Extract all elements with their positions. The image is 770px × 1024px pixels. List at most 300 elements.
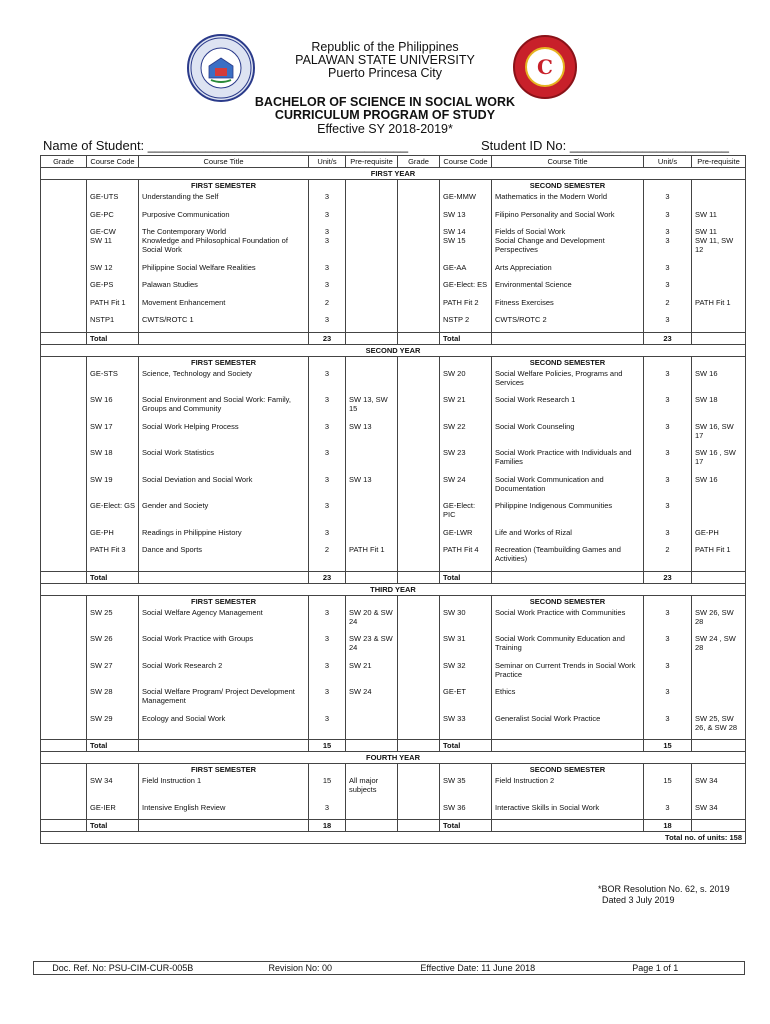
grade-cell[interactable] (41, 713, 87, 740)
course-code: GE-CW SW 11 (87, 226, 139, 262)
course-prerequisite: SW 24 (346, 686, 398, 713)
blank-cell (87, 595, 139, 607)
course-title: Social Work Community Education and Training (492, 633, 644, 660)
course-units: 3 (644, 447, 692, 474)
course-row (41, 527, 746, 545)
blank-cell (346, 764, 398, 776)
course-title: Seminar on Current Trends in Social Work Practice (492, 660, 644, 687)
course-units: 2 (644, 297, 692, 315)
course-code: GE-PS (87, 279, 139, 297)
course-code: NSTP1 (87, 314, 139, 332)
blank-cell (346, 356, 398, 368)
total-units: 23 (309, 332, 346, 344)
grade-cell[interactable] (398, 500, 440, 527)
course-row (41, 279, 746, 297)
course-units: 3 (309, 686, 346, 713)
student-name-field[interactable]: Name of Student: ____________________________________ (43, 138, 409, 153)
grade-cell[interactable] (41, 544, 87, 571)
grade-cell[interactable] (41, 474, 87, 501)
course-code: GE-UTS (87, 191, 139, 209)
course-code: SW 34 (87, 775, 139, 802)
course-prerequisite: PATH Fit 1 (692, 544, 746, 571)
course-row (41, 607, 746, 634)
course-units: 3 3 (309, 226, 346, 262)
grade-cell[interactable] (41, 500, 87, 527)
grade-cell[interactable] (41, 394, 87, 421)
grade-cell[interactable] (398, 297, 440, 315)
blank-cell (346, 595, 398, 607)
year-heading: SECOND YEAR (41, 344, 746, 356)
course-prerequisite: SW 16 (692, 474, 746, 501)
course-code: PATH Fit 2 (440, 297, 492, 315)
blank-cell (644, 595, 692, 607)
course-prerequisite (692, 191, 746, 209)
course-units: 3 (644, 633, 692, 660)
blank-cell (41, 356, 87, 368)
course-title: Social Work Research 2 (139, 660, 309, 687)
blank-cell (440, 180, 492, 192)
grand-total-row (41, 832, 746, 844)
effective-date: Effective Date: 11 June 2018 (420, 963, 536, 973)
course-row (41, 226, 746, 262)
blank-cell (139, 332, 309, 344)
blank-cell (346, 571, 398, 583)
course-prerequisite: SW 11 (692, 209, 746, 227)
course-title: Movement Enhancement (139, 297, 309, 315)
course-code: SW 36 (440, 802, 492, 820)
course-prerequisite: SW 16 , SW 17 (692, 447, 746, 474)
course-prerequisite: SW 13 (346, 421, 398, 448)
blank-cell (41, 571, 87, 583)
course-prerequisite (346, 191, 398, 209)
course-title: Social Work Helping Process (139, 421, 309, 448)
course-units: 3 (309, 633, 346, 660)
grade-cell[interactable] (41, 775, 87, 802)
year-row (41, 344, 746, 356)
course-title: Social Welfare Policies, Programs and Services (492, 368, 644, 395)
course-row (41, 421, 746, 448)
course-title: Dance and Sports (139, 544, 309, 571)
blank-cell (139, 740, 309, 752)
course-code: SW 31 (440, 633, 492, 660)
course-title: Ecology and Social Work (139, 713, 309, 740)
course-title: Social Work Counseling (492, 421, 644, 448)
table-header-row (41, 156, 746, 168)
blank-cell (309, 180, 346, 192)
grand-total: Total no. of units: 158 (41, 832, 746, 844)
course-units: 3 (309, 447, 346, 474)
curriculum-table (40, 155, 746, 844)
course-units: 3 (309, 713, 346, 740)
program-title: BACHELOR OF SCIENCE IN SOCIAL WORK (254, 95, 516, 109)
course-code: SW 21 (440, 394, 492, 421)
grade-cell[interactable] (41, 262, 87, 280)
blank-cell (692, 595, 746, 607)
course-units: 3 (644, 279, 692, 297)
course-row (41, 297, 746, 315)
grade-cell[interactable] (41, 191, 87, 209)
course-title: Interactive Skills in Social Work (492, 802, 644, 820)
course-prerequisite (346, 262, 398, 280)
course-code: SW 13 (440, 209, 492, 227)
grade-cell[interactable] (398, 686, 440, 713)
course-row (41, 713, 746, 740)
course-code: GE-Elect: PIC (440, 500, 492, 527)
total-row (41, 740, 746, 752)
course-prerequisite (692, 314, 746, 332)
course-title: Recreation (Teambuilding Games and Activities) (492, 544, 644, 571)
year-row (41, 583, 746, 595)
grade-cell[interactable] (41, 802, 87, 820)
total-units: 23 (309, 571, 346, 583)
course-code: PATH Fit 4 (440, 544, 492, 571)
grade-cell[interactable] (41, 421, 87, 448)
course-prerequisite: SW 18 (692, 394, 746, 421)
grade-cell[interactable] (41, 447, 87, 474)
course-prerequisite: SW 24 , SW 28 (692, 633, 746, 660)
curriculum-title: CURRICULUM PROGRAM OF STUDY (274, 108, 496, 122)
blank-cell (398, 820, 440, 832)
course-title: Fitness Exercises (492, 297, 644, 315)
blank-cell (139, 571, 309, 583)
grade-cell[interactable] (398, 209, 440, 227)
course-title: Social Deviation and Social Work (139, 474, 309, 501)
course-code: GE-PH (87, 527, 139, 545)
course-title: The Contemporary World Knowledge and Philosophical Foundation of Social Work (139, 226, 309, 262)
blank-cell (87, 356, 139, 368)
total-label: Total (87, 740, 139, 752)
svg-text:C: C (537, 55, 553, 79)
course-title: Life and Works of Rizal (492, 527, 644, 545)
first-semester-label: FIRST SEMESTER (139, 180, 309, 192)
total-units: 23 (644, 571, 692, 583)
course-prerequisite (346, 527, 398, 545)
year-heading: FIRST YEAR (41, 168, 746, 180)
course-title: Mathematics in the Modern World (492, 191, 644, 209)
bor-resolution-note: *BOR Resolution No. 62, s. 2019 (598, 884, 730, 894)
course-prerequisite: SW 21 (346, 660, 398, 687)
course-units: 3 (644, 500, 692, 527)
blank-cell (346, 332, 398, 344)
course-units: 3 (644, 713, 692, 740)
total-row (41, 820, 746, 832)
blank-cell (41, 180, 87, 192)
course-prerequisite: PATH Fit 1 (692, 297, 746, 315)
grade-cell[interactable] (398, 368, 440, 395)
grade-cell[interactable] (398, 421, 440, 448)
course-units: 3 (309, 279, 346, 297)
republic-line: Republic of the Philippines (311, 40, 459, 54)
course-title: Generalist Social Work Practice (492, 713, 644, 740)
course-prerequisite: SW 16, SW 17 (692, 421, 746, 448)
course-title: CWTS/ROTC 1 (139, 314, 309, 332)
grade-cell[interactable] (398, 226, 440, 262)
total-units: 15 (644, 740, 692, 752)
effective-line: Effective SY 2018-2019* (317, 122, 453, 136)
course-title: Gender and Society (139, 500, 309, 527)
grade-cell[interactable] (398, 447, 440, 474)
course-row (41, 775, 746, 802)
course-row (41, 544, 746, 571)
total-units: 15 (309, 740, 346, 752)
course-row (41, 394, 746, 421)
blank-cell (644, 180, 692, 192)
blank-cell (41, 332, 87, 344)
course-row (41, 474, 746, 501)
grade-cell[interactable] (398, 262, 440, 280)
revision-number: Revision No: 00 (268, 963, 333, 973)
grade-cell[interactable] (398, 544, 440, 571)
course-units: 2 (644, 544, 692, 571)
course-prerequisite: SW 23 & SW 24 (346, 633, 398, 660)
semester-row (41, 764, 746, 776)
total-label: Total (440, 820, 492, 832)
blank-cell (692, 332, 746, 344)
grade-cell[interactable] (398, 713, 440, 740)
course-code: SW 23 (440, 447, 492, 474)
course-title: Ethics (492, 686, 644, 713)
course-units: 3 (309, 802, 346, 820)
course-code: SW 29 (87, 713, 139, 740)
course-code: GE-ET (440, 686, 492, 713)
course-title: Filipino Personality and Social Work (492, 209, 644, 227)
grade-cell[interactable] (398, 775, 440, 802)
col-grade: Grade (41, 156, 87, 168)
course-title: Field Instruction 2 (492, 775, 644, 802)
total-row (41, 571, 746, 583)
blank-cell (309, 764, 346, 776)
semester-row (41, 356, 746, 368)
grade-cell[interactable] (41, 527, 87, 545)
course-code: SW 16 (87, 394, 139, 421)
course-title: Field Instruction 1 (139, 775, 309, 802)
course-units: 2 (309, 544, 346, 571)
course-units: 3 (309, 527, 346, 545)
course-title: Social Work Communication and Documentation (492, 474, 644, 501)
col-grade: Grade (398, 156, 440, 168)
blank-cell (346, 740, 398, 752)
total-units: 18 (644, 820, 692, 832)
blank-cell (41, 820, 87, 832)
blank-cell (644, 764, 692, 776)
course-prerequisite (692, 500, 746, 527)
blank-cell (398, 595, 440, 607)
course-units: 3 (309, 262, 346, 280)
blank-cell (139, 820, 309, 832)
blank-cell (644, 356, 692, 368)
blank-cell (398, 740, 440, 752)
course-units: 3 (644, 262, 692, 280)
grade-cell[interactable] (41, 660, 87, 687)
course-code: SW 22 (440, 421, 492, 448)
blank-cell (692, 740, 746, 752)
grade-cell[interactable] (398, 527, 440, 545)
course-units: 3 (309, 607, 346, 634)
semester-row (41, 180, 746, 192)
course-title: Philippine Social Welfare Realities (139, 262, 309, 280)
course-code: GE-PC (87, 209, 139, 227)
second-semester-label: SECOND SEMESTER (492, 356, 644, 368)
year-row (41, 168, 746, 180)
bor-date-note: Dated 3 July 2019 (602, 895, 675, 905)
course-prerequisite (692, 686, 746, 713)
course-prerequisite (346, 226, 398, 262)
course-code: SW 24 (440, 474, 492, 501)
course-prerequisite (692, 660, 746, 687)
blank-cell (87, 764, 139, 776)
course-code: SW 30 (440, 607, 492, 634)
grade-cell[interactable] (41, 226, 87, 262)
course-units: 3 (309, 421, 346, 448)
grade-cell[interactable] (41, 297, 87, 315)
blank-cell (692, 571, 746, 583)
course-code: SW 14 SW 15 (440, 226, 492, 262)
student-id-field[interactable]: Student ID No: ______________________ (481, 138, 729, 153)
course-row (41, 633, 746, 660)
grade-cell[interactable] (398, 394, 440, 421)
course-prerequisite (692, 279, 746, 297)
course-prerequisite (346, 297, 398, 315)
grade-cell[interactable] (398, 191, 440, 209)
grade-cell[interactable] (398, 314, 440, 332)
course-prerequisite: SW 13, SW 15 (346, 394, 398, 421)
course-units: 2 (309, 297, 346, 315)
course-units: 3 (644, 686, 692, 713)
course-title: Social Work Practice with Communities (492, 607, 644, 634)
course-code: SW 28 (87, 686, 139, 713)
col-course-code: Course Code (87, 156, 139, 168)
course-title: Understanding the Self (139, 191, 309, 209)
course-row (41, 500, 746, 527)
course-units: 3 (644, 660, 692, 687)
grade-cell[interactable] (398, 633, 440, 660)
blank-cell (87, 180, 139, 192)
course-prerequisite: SW 34 (692, 802, 746, 820)
course-units: 3 3 (644, 226, 692, 262)
blank-cell (440, 764, 492, 776)
course-prerequisite: SW 16 (692, 368, 746, 395)
grade-cell[interactable] (41, 279, 87, 297)
course-row (41, 314, 746, 332)
course-code: PATH Fit 1 (87, 297, 139, 315)
course-title: Philippine Indigenous Communities (492, 500, 644, 527)
blank-cell (346, 180, 398, 192)
grade-cell[interactable] (41, 314, 87, 332)
grade-cell[interactable] (41, 686, 87, 713)
year-row (41, 752, 746, 764)
blank-cell (492, 820, 644, 832)
second-semester-label: SECOND SEMESTER (492, 180, 644, 192)
course-row (41, 191, 746, 209)
course-prerequisite: SW 26, SW 28 (692, 607, 746, 634)
grade-cell[interactable] (398, 474, 440, 501)
grade-cell[interactable] (398, 279, 440, 297)
grade-cell[interactable] (398, 802, 440, 820)
grade-cell[interactable] (398, 660, 440, 687)
course-title: Palawan Studies (139, 279, 309, 297)
blank-cell (492, 332, 644, 344)
blank-cell (41, 764, 87, 776)
course-title: Social Work Practice with Individuals and Families (492, 447, 644, 474)
course-prerequisite (346, 209, 398, 227)
course-units: 3 (644, 209, 692, 227)
blank-cell (692, 356, 746, 368)
first-semester-label: FIRST SEMESTER (139, 356, 309, 368)
course-units: 3 (309, 660, 346, 687)
grade-cell[interactable] (41, 633, 87, 660)
doc-ref-number: Doc. Ref. No: PSU-CIM-CUR-005B (52, 963, 194, 973)
course-row (41, 447, 746, 474)
blank-cell (692, 764, 746, 776)
course-units: 3 (644, 421, 692, 448)
course-title: Arts Appreciation (492, 262, 644, 280)
blank-cell (41, 595, 87, 607)
course-title: Social Welfare Program/ Project Development Management (139, 686, 309, 713)
first-semester-label: FIRST SEMESTER (139, 595, 309, 607)
course-units: 3 (309, 209, 346, 227)
course-units: 3 (309, 191, 346, 209)
course-code: SW 18 (87, 447, 139, 474)
course-prerequisite: SW 34 (692, 775, 746, 802)
page-number: Page 1 of 1 (632, 963, 679, 973)
total-label: Total (440, 740, 492, 752)
blank-cell (398, 356, 440, 368)
course-code: SW 19 (87, 474, 139, 501)
blank-cell (41, 740, 87, 752)
course-units: 15 (644, 775, 692, 802)
course-code: SW 25 (87, 607, 139, 634)
course-row (41, 209, 746, 227)
course-units: 3 (644, 191, 692, 209)
course-code: SW 35 (440, 775, 492, 802)
total-units: 23 (644, 332, 692, 344)
course-title: Social Welfare Agency Management (139, 607, 309, 634)
course-code: GE-AA (440, 262, 492, 280)
grade-cell[interactable] (41, 209, 87, 227)
course-title: Purposive Communication (139, 209, 309, 227)
course-prerequisite (346, 500, 398, 527)
col-prerequisite: Pre-requisite (692, 156, 746, 168)
course-units: 3 (644, 607, 692, 634)
course-code: SW 12 (87, 262, 139, 280)
grade-cell[interactable] (398, 607, 440, 634)
course-row (41, 686, 746, 713)
grade-cell[interactable] (41, 607, 87, 634)
course-code: GE-LWR (440, 527, 492, 545)
blank-cell (492, 740, 644, 752)
course-code: SW 17 (87, 421, 139, 448)
course-units: 3 (644, 314, 692, 332)
total-label: Total (87, 332, 139, 344)
course-code: SW 33 (440, 713, 492, 740)
course-prerequisite: SW 11 SW 11, SW 12 (692, 226, 746, 262)
total-label: Total (440, 571, 492, 583)
course-units: 3 (644, 802, 692, 820)
course-prerequisite: SW 20 & SW 24 (346, 607, 398, 634)
course-code: GE-Elect: ES (440, 279, 492, 297)
col-course-code: Course Code (440, 156, 492, 168)
col-units: Unit/s (309, 156, 346, 168)
course-units: 3 (309, 314, 346, 332)
total-label: Total (87, 820, 139, 832)
blank-cell (440, 356, 492, 368)
col-course-title: Course Title (492, 156, 644, 168)
course-units: 3 (309, 368, 346, 395)
year-heading: THIRD YEAR (41, 583, 746, 595)
grade-cell[interactable] (41, 368, 87, 395)
course-units: 3 (644, 394, 692, 421)
blank-cell (492, 571, 644, 583)
